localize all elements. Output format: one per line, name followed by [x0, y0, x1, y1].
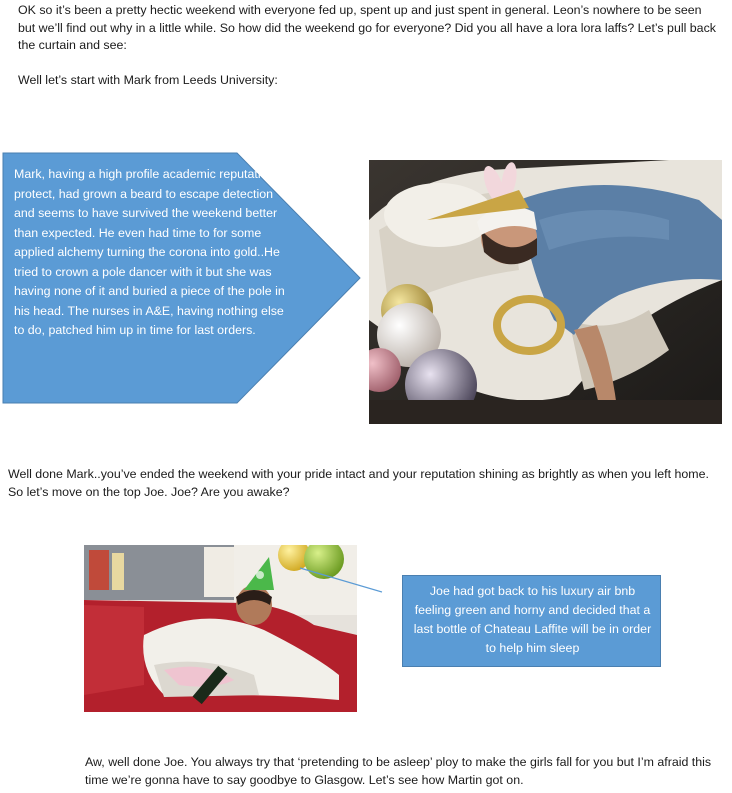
intro-mark-line: Well let’s start with Mark from Leeds University:: [18, 73, 278, 87]
intro-paragraph: OK so it’s been a pretty hectic weekend with everyone fed up, spent up and just spent in general. Leon’s nowhere to be seen but we’ll find out why in a little while. So how did the weekend go for everyone? Did you all have a lora lora laffs? Let’s pull back the curtain and see:: [18, 3, 716, 53]
joe-outro-paragraph: Aw, well done Joe. You always try that ‘pretending to be asleep’ ploy to make the girls fall for you but I’m afraid this time we’re gonna have to say goodbye to Glasgow. Let’s see how Martin got on.: [85, 755, 712, 787]
joe-callout: [402, 575, 661, 667]
mark-outro-paragraph: Well done Mark..you’ve ended the weekend with your pride intact and your reputation shining as brightly as when you left home. So let’s move on the top Joe. Joe? Are you awake?: [8, 467, 709, 499]
joe-callout-text: Joe had got back to his luxury air bnb feeling green and horny and decided that a last bottle of Chateau Laffite will be in order to help him sleep: [413, 584, 652, 655]
mark-callout-text: Mark, having a high profile academic reputation to protect, had grown a beard to escape detection and seems to have survived the weekend better than expected. He even had time to for some applied alchemy turning the corona into gold..He tried to crown a pole dancer with it but she was having none of it and buried a piece of the pole in his head. The nurses in A&E, having nothing else to do, patched him up in time for last orders.: [14, 167, 289, 337]
